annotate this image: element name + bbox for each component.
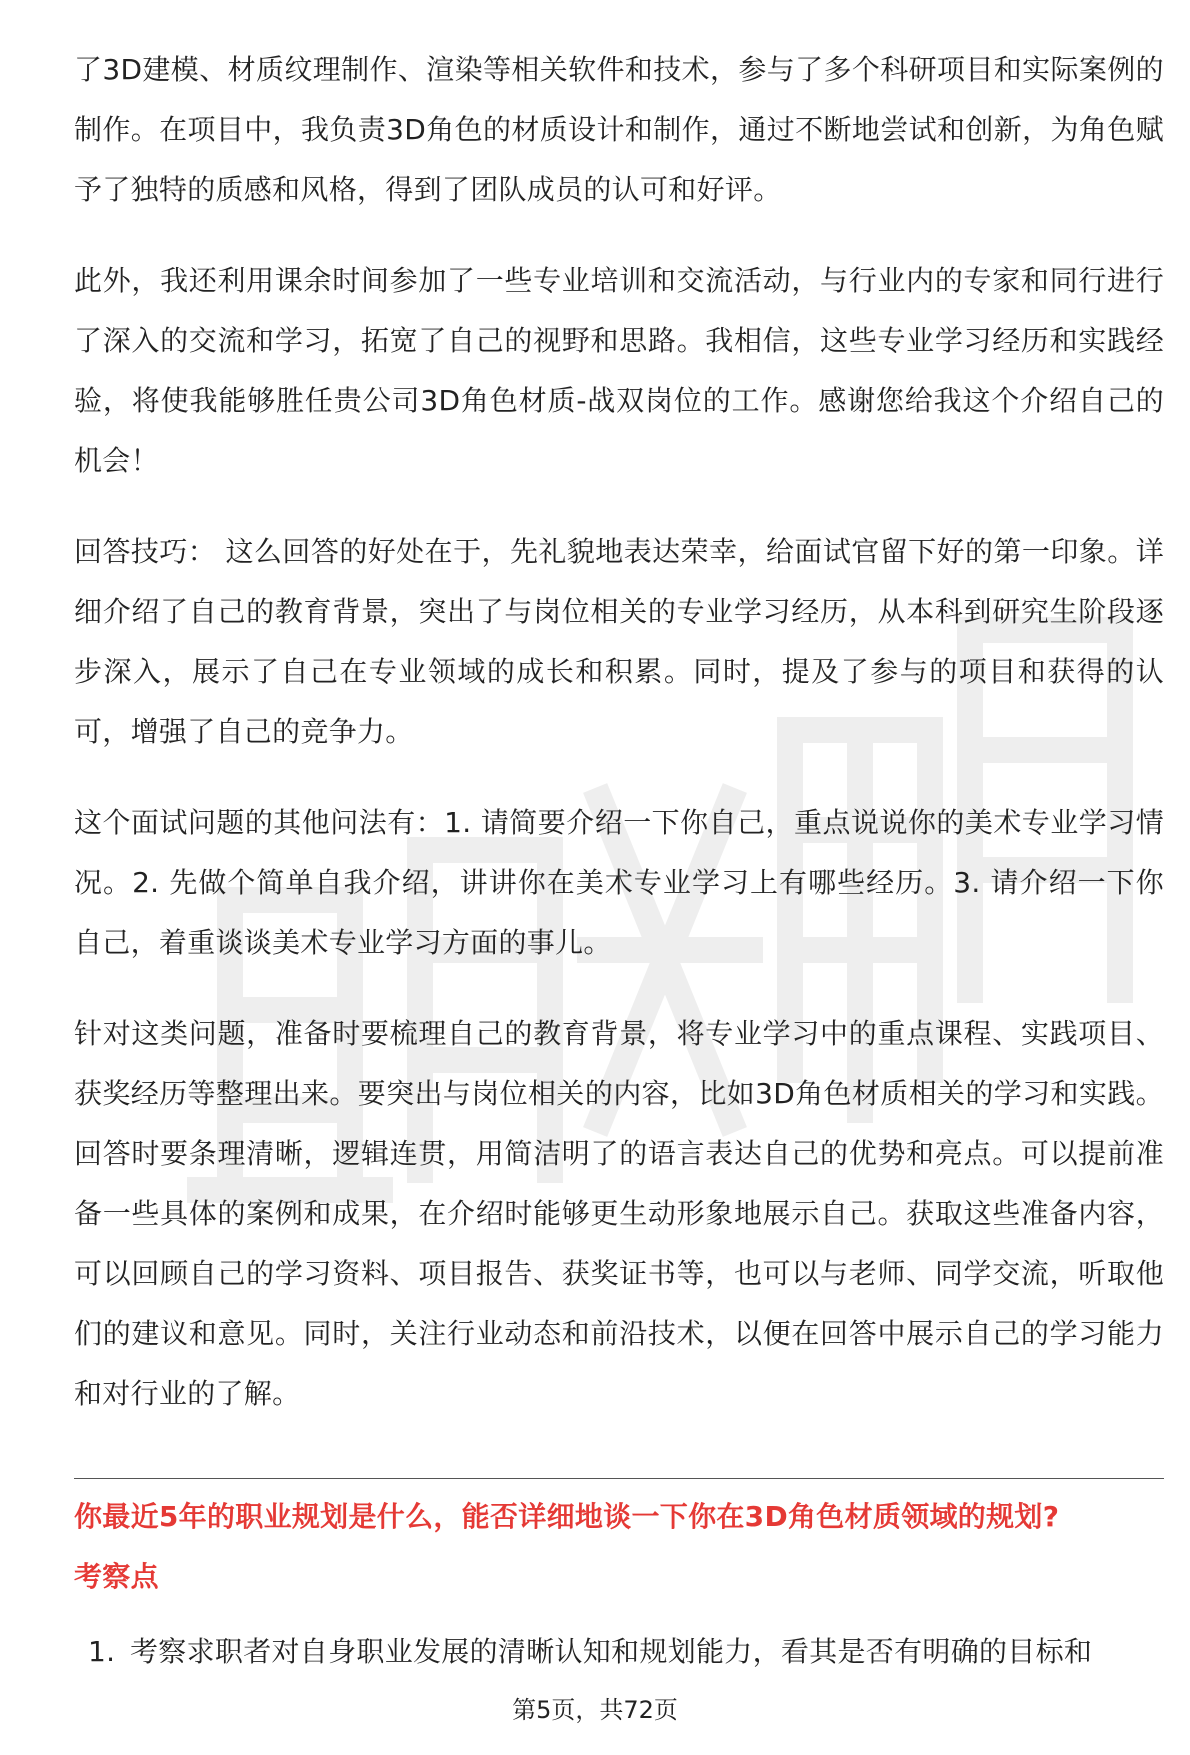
paragraph-1: 了3D建模、材质纹理制作、渲染等相关软件和技术，参与了多个科研项目和实际案例的制作。在项目中，我负责3D角色的材质设计和制作，通过不断地尝试和创新，为角色赋予了独特的质感和风格，得到了团队成员的认可和好评。 [74, 53, 1164, 206]
paragraph-4: 这个面试问题的其他问法有：1. 请简要介绍一下你自己，重点说说你的美术专业学习情况。2. 先做个简单自我介绍，讲讲你在美术专业学习上有哪些经历。3. 请介绍一下你自己，着重谈谈美术专业学习方面的事儿。 [74, 806, 1164, 959]
paragraph-3: 回答技巧： 这么回答的好处在于，先礼貌地表达荣幸，给面试官留下好的第一印象。详细介绍了自己的教育背景，突出了与岗位相关的专业学习经历，从本科到研究生阶段逐步深入，展示了自己在专业领域的成长和积累。同时，提及了参与的项目和获得的认可，增强了自己的竞争力。 [74, 535, 1164, 748]
page-footer: 第5页，共72页 [512, 1696, 678, 1724]
section-label: 考察点 [74, 1560, 159, 1593]
document-body [74, 40, 1164, 1455]
question-heading: 你最近5年的职业规划是什么，能否详细地谈一下你在3D角色材质领域的规划? [74, 1500, 1060, 1533]
list-item-text: 考察求职者对自身职业发展的清晰认知和规划能力，看其是否有明确的目标和 [130, 1635, 1093, 1668]
list-item [88, 1622, 1164, 1682]
section-divider [74, 1478, 1164, 1479]
paragraph-5: 针对这类问题，准备时要梳理自己的教育背景，将专业学习中的重点课程、实践项目、获奖经历等整理出来。要突出与岗位相关的内容，比如3D角色材质相关的学习和实践。回答时要条理清晰，逻辑连贯，用简洁明了的语言表达自己的优势和亮点。可以提前准备一些具体的案例和成果，在介绍时能够更生动形象地展示自己。获取这些准备内容，可以回顾自己的学习资料、项目报告、获奖证书等，也可以与老师、同学交流，听取他们的建议和意见。同时，关注行业动态和前沿技术，以便在回答中展示自己的学习能力和对行业的了解。 [74, 1017, 1164, 1410]
list-item-number: 1. [88, 1635, 116, 1668]
paragraph-2: 此外，我还利用课余时间参加了一些专业培训和交流活动，与行业内的专家和同行进行了深入的交流和学习，拓宽了自己的视野和思路。我相信，这些专业学习经历和实践经验，将使我能够胜任贵公司3D角色材质-战双岗位的工作。感谢您给我这个介绍自己的机会！ [74, 264, 1164, 477]
